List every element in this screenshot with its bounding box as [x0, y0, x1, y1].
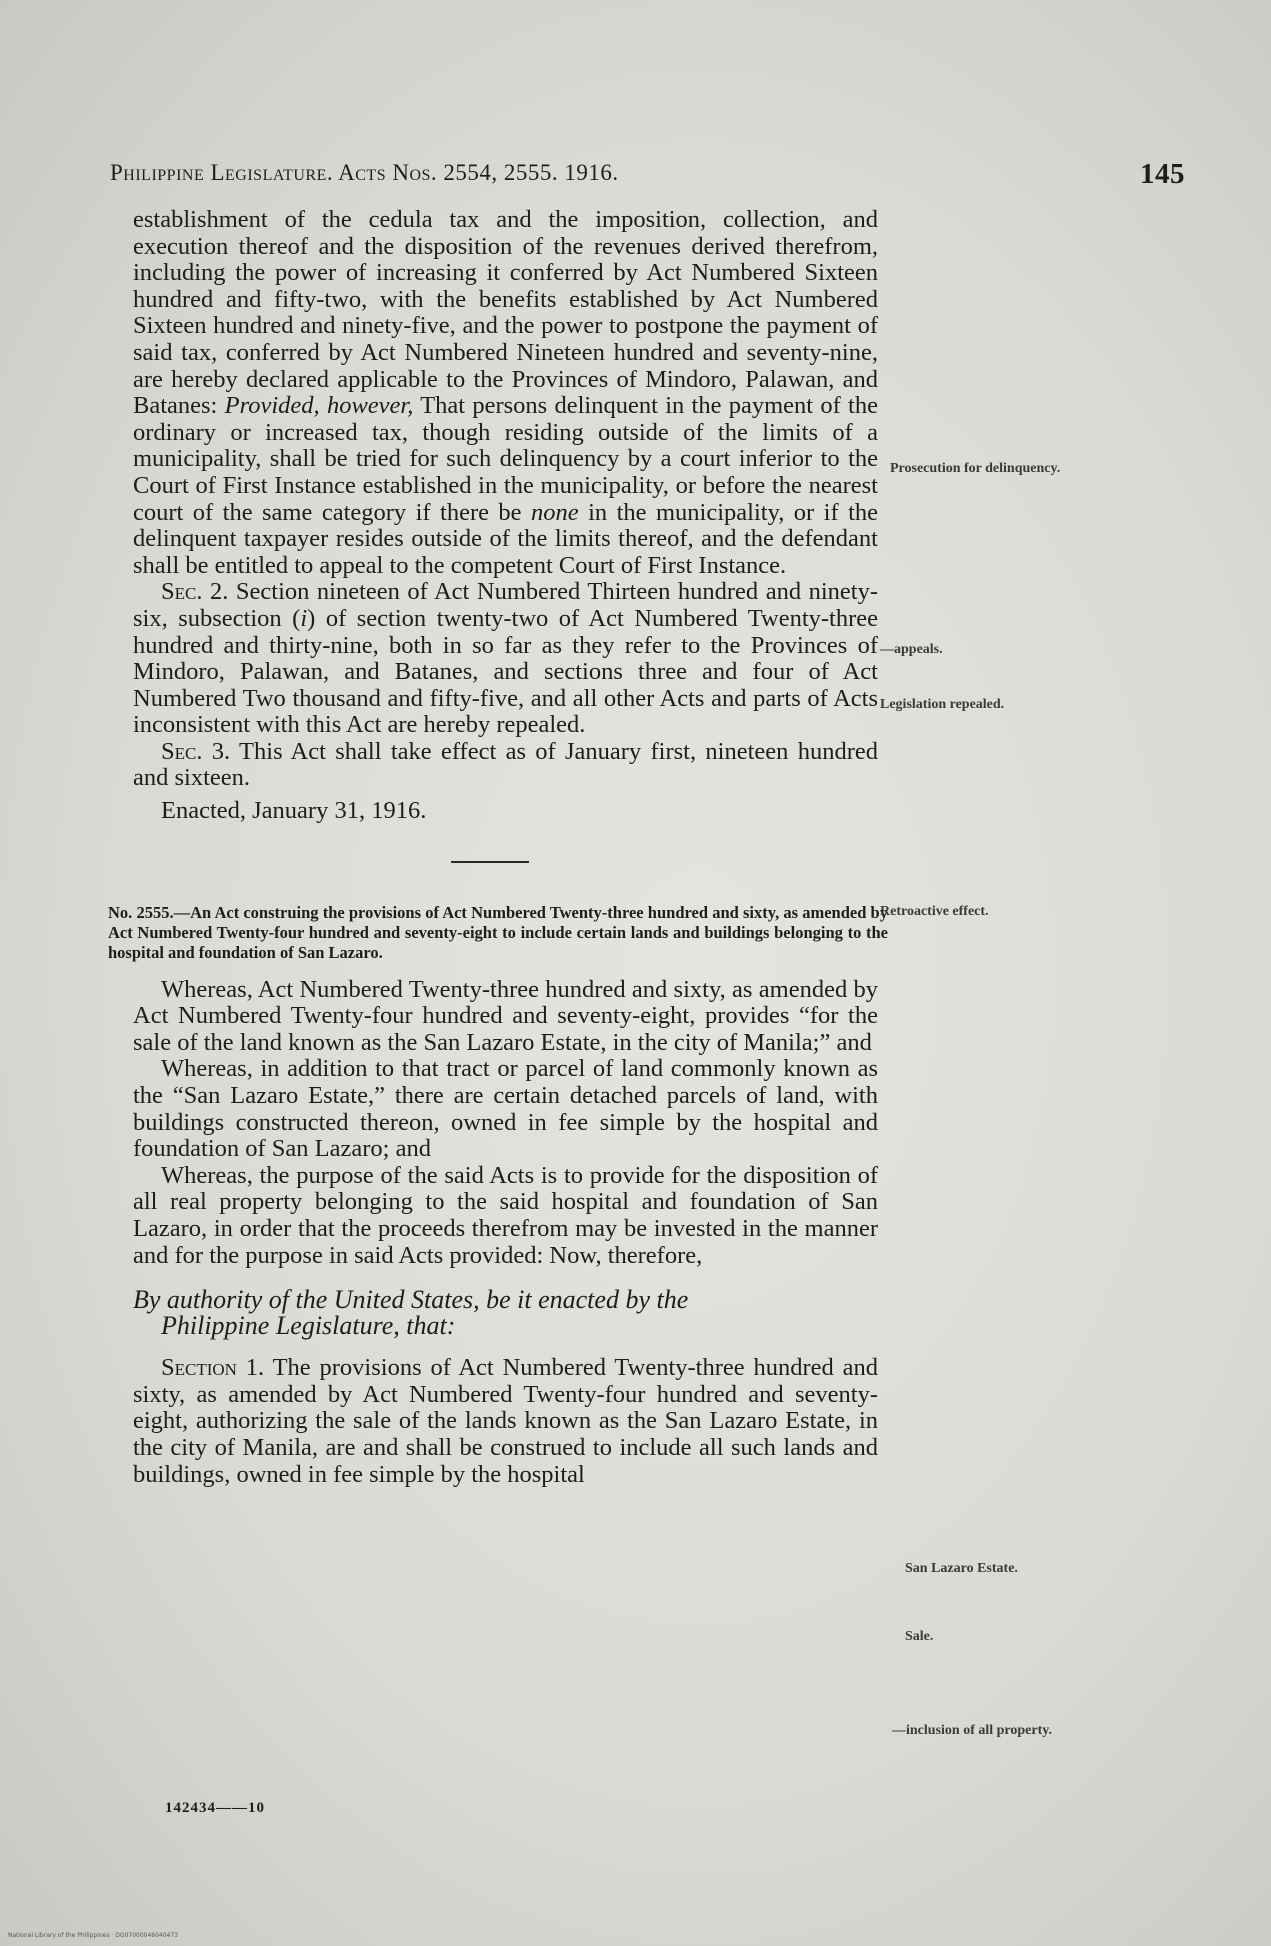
text-run: This Act shall take effect as of January first, nineteen hundred and sixteen. — [133, 737, 878, 792]
margin-note-legislation: Legislation repealed. — [880, 697, 1005, 712]
whereas-3: Whereas, the purpose of the said Acts is to provide for the disposition of all real property belonging to the said hospital and foundation of San Lazaro, in order that the proceeds therefrom may be invested in the manner and for the purpose in said Acts provided: Now, therefore, — [133, 1161, 878, 1269]
page-number: 145 — [1140, 158, 1185, 190]
whereas-2: Whereas, in addition to that tract or parcel of land commonly known as the “San Lazaro Estate,” there are certain detached parcels of land, with buildings constructed thereon, owned in fee simple by the hospital and foundation of San Lazaro; and — [133, 1055, 878, 1163]
margin-note-appeals: —appeals. — [880, 642, 943, 657]
text-run: ) of section twenty-two of Act Numbered Twenty-three hundred and thirty-nine, both in so far as they refer to the Provinces of Mindoro, Palawan, and Batanes, and sections three and four of Act Numbered Two thousand and fifty-five, and all other Acts and parts of Acts inconsistent with this Act are hereby repealed. — [133, 604, 879, 739]
text-run: That persons delinquent in the payment of the ordinary or increased tax, though residing outside of the limits of a municipality, shall be tried for such delinquency by a court inferior to the Court of First Instance established in the municipality, or before the nearest court of the same category if there be — [133, 392, 878, 526]
body-text — [108, 206, 888, 1488]
text-run: in the municipality, or if the delinquent taxpayer resides outside of the limits thereof, and the defendant shall be entitled to appeal to the competent Court of First Instance. — [133, 498, 878, 579]
act-number: No. 2555. — [108, 902, 174, 922]
act-caption-text: —An Act construing the provisions of Act Numbered Twenty-three hundred and sixty, as amended by Act Numbered Twenty-four hundred and seventy-eight to include certain lands and buildings belonging to the hospital and foundation of San Lazaro. — [108, 902, 888, 962]
enacted-date: Enacted, January 31, 1916. — [161, 797, 427, 825]
section-label: Sec. 2. — [161, 578, 229, 606]
whereas-1: Whereas, Act Numbered Twenty-three hundred and sixty, as amended by Act Numbered Twenty-four hundred and seventy-eight, provides “for the sale of the land known as the San Lazaro Estate, in the city of Manila;” and — [133, 975, 878, 1056]
paragraph-cedula — [133, 207, 878, 579]
section-3 — [133, 739, 878, 792]
enacting-clause-line: By authority of the United States, be it enacted by the — [133, 1285, 689, 1315]
text-run-italic: none — [531, 498, 579, 526]
scan-watermark: National Library of the Philippines · DG07000046040473 — [8, 1932, 179, 1939]
text-run-italic: i — [300, 604, 308, 632]
text-run: The provisions of Act Numbered Twenty-three hundred and sixty, as amended by Act Numbered Twenty-four hundred and seventy-eight, authorizing the sale of the lands known as the San Lazaro Estate, in the city of Manila, are and shall be construed to include all such lands and buildings, owned in fee simple by the hospital — [133, 1354, 878, 1488]
section-label: Section 1. — [161, 1354, 265, 1382]
margin-note-prosecution: Prosecution for delinquency. — [890, 461, 1061, 476]
section-label: Sec. 3. — [161, 737, 231, 765]
act-caption — [108, 903, 888, 963]
section-2 — [133, 579, 878, 739]
text-run-italic: Provided, however, — [224, 392, 414, 420]
section-1 — [133, 1355, 878, 1488]
text-run: establishment of the cedula tax and the imposition, collection, and execution thereof and the disposition of the revenues derived therefrom, including the power of increasing it conferred by Act Numbered Sixteen hundred and fifty-two, with the benefits established by Act Numbered Sixteen hundred and ninety-five, and the power to postpone the payment of said tax, conferred by Act Numbered Nineteen hundred and seventy-nine, are hereby declared applicable to the Provinces of Mindoro, Palawan, and Batanes: — [133, 206, 878, 420]
section-divider — [451, 861, 529, 863]
text-run: Section nineteen of Act Numbered Thirteen hundred and ninety-six, subsection ( — [133, 578, 878, 632]
margin-note-retroactive: Retroactive effect. — [880, 904, 989, 919]
margin-note-sale: Sale. — [905, 1629, 934, 1644]
printer-signature: 142434——10 — [165, 1800, 265, 1816]
margin-note-san-lazaro: San Lazaro Estate. — [905, 1561, 1018, 1576]
header-title: Philippine Legislature. Acts Nos. 2554, 2555. 1916. — [110, 160, 619, 185]
enacting-clause-line: Philippine Legislature, that: — [161, 1311, 456, 1341]
enacting-clause — [133, 1287, 878, 1339]
margin-note-inclusion: —inclusion of all property. — [892, 1723, 1052, 1738]
